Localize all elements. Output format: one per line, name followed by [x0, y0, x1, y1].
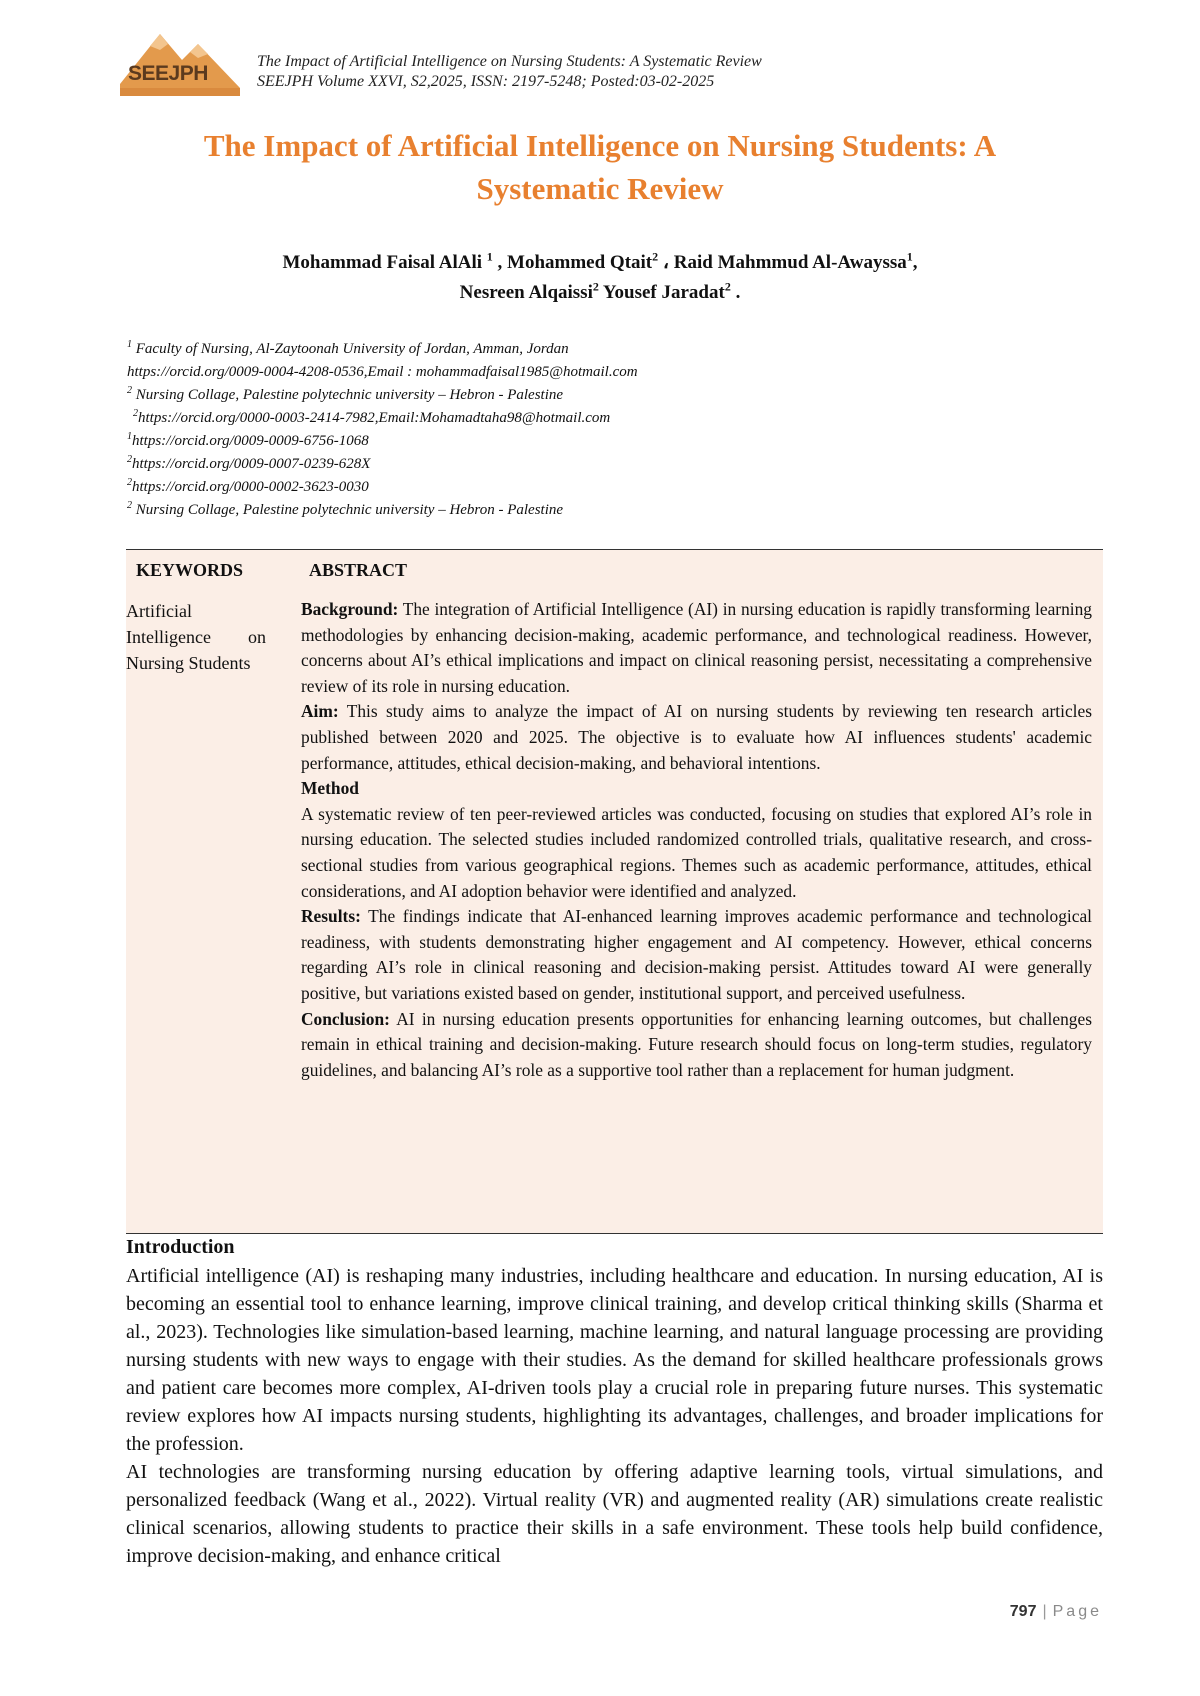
journal-logo	[120, 26, 240, 102]
abstract-body	[301, 597, 1092, 1083]
introduction-heading: Introduction	[126, 1236, 235, 1258]
affiliation-line	[127, 407, 638, 430]
section-label: Results:	[301, 906, 361, 927]
affiliation-line	[127, 430, 638, 453]
journal-running-title: The Impact of Artificial Intelligence on Nursing Students: A Systematic Review	[257, 53, 762, 70]
abstract-box	[126, 549, 1103, 1234]
affiliation-text: Nursing Collage, Palestine polytechnic university – Hebron - Palestine	[132, 387, 564, 403]
author-affiliation-mark: 1	[486, 249, 493, 264]
paper-title	[120, 124, 1080, 210]
affiliation-text: https://orcid.org/0009-0004-4208-0536,Email : mohammadfaisal1985@hotmail.com	[127, 364, 638, 380]
section-label: Background:	[301, 599, 399, 619]
keywords-heading: KEYWORDS	[136, 560, 244, 580]
abstract-method: A systematic review of ten peer-reviewed articles was conducted, focusing on studies that explored AI’s role in nursing education. The selected studies included randomized controlled trials, qualitative research, and cross-sectional studies from various geographical regions. Themes such as academic performance, attitudes, ethical considerations, and AI adoption behavior were identified and analyzed.	[301, 803, 1092, 901]
title-line-2: Systematic Review	[476, 171, 724, 206]
page-label: Page	[1052, 1603, 1102, 1620]
introduction-paragraph-1: Artificial intelligence (AI) is reshaping many industries, including healthcare and education. In nursing education, AI is becoming an essential tool to enhance learning, improve clinical training, and develop critical thinking skills (Sharma et al., 2023). Technologies like simulation-based learning, machine learning, and natural language processing are providing nursing students with new ways to engage with their studies. As the demand for skilled healthcare professionals grows and patient care becomes more complex, AI-driven tools play a crucial role in preparing future nurses. This systematic review explores how AI impacts nursing students, highlighting its advantages, challenges, and broader implications for the profession.	[126, 1265, 1103, 1455]
footer-separator: |	[1042, 1603, 1047, 1620]
affiliation-mark: 1	[127, 339, 132, 350]
author-name: Raid Mahmmud Al-Awayssa	[673, 252, 907, 273]
section-label: Conclusion:	[301, 1008, 390, 1029]
author-separator: .	[730, 282, 741, 303]
abstract-background	[301, 597, 1092, 699]
author-name: Yousef Jaradat	[598, 282, 725, 303]
section-text: The findings indicate that AI-enhanced learning improves academic performance and technological readiness, with students demonstrating higher engagement and AI competency. However, ethical concerns regarding AI’s role in clinical reasoning and decision-making persist. Attitudes toward AI were generally positive, but variations existed based on gender, institutional support, and perceived usefulness.	[301, 906, 1092, 1003]
journal-info	[257, 52, 762, 92]
affiliation-mark: 2	[127, 477, 132, 488]
author-affiliation-mark: 1	[906, 249, 913, 264]
affiliation-text: https://orcid.org/0000-0003-2414-7982,Email:Mohamadtaha98@hotmail.com	[138, 410, 611, 426]
affiliation-mark: 2	[127, 454, 132, 465]
abstract-aim	[301, 699, 1092, 776]
abstract-results	[301, 904, 1092, 1006]
affiliations	[127, 338, 638, 522]
affiliation-text: https://orcid.org/0009-0009-6756-1068	[132, 433, 369, 449]
affiliation-line	[127, 476, 638, 499]
abstract-conclusion	[301, 1007, 1092, 1084]
affiliation-line	[127, 384, 638, 407]
affiliation-mark: 2	[133, 408, 138, 419]
affiliation-line	[127, 499, 638, 522]
section-label: Aim:	[301, 701, 339, 722]
section-label: Method	[301, 778, 359, 799]
affiliation-mark: 1	[127, 431, 132, 442]
affiliation-line	[127, 338, 638, 361]
section-text: AI in nursing education presents opportunities for enhancing learning outcomes, but challenges remain in ethical training and decision-making. Future research should focus on long-term studies, regulatory guidelines, and balancing AI’s role as a supportive tool rather than a replacement for human judgment.	[301, 1008, 1092, 1080]
section-text: The integration of Artificial Intelligence (AI) in nursing education is rapidly transforming learning methodologies by enhancing decision-making, academic performance, and technological readiness. However, concerns about AI’s ethical implications and impact on clinical reasoning persist, necessitating a comprehensive review of its role in nursing education.	[301, 599, 1092, 696]
keywords-text: Artificial Intelligence on Nursing Students	[126, 601, 266, 673]
author-separator: ,	[912, 252, 918, 273]
author-list	[120, 248, 1080, 308]
affiliation-text: Faculty of Nursing, Al-Zaytoonah University of Jordan, Amman, Jordan	[132, 341, 569, 357]
page-footer	[1010, 1603, 1102, 1621]
affiliation-text: https://orcid.org/0000-0002-3623-0030	[132, 479, 369, 495]
title-line-1: The Impact of Artificial Intelligence on Nursing Students: A	[203, 128, 997, 163]
page-number: 797	[1009, 1603, 1037, 1620]
author-affiliation-mark: 2	[592, 279, 599, 294]
author-affiliation-mark: 2	[652, 249, 659, 264]
affiliation-line	[127, 361, 638, 384]
journal-volume-line: SEEJPH Volume XXVI, S2,2025, ISSN: 2197-5248; Posted:03-02-2025	[257, 73, 715, 90]
affiliation-mark: 2	[127, 385, 132, 396]
introduction-body	[126, 1262, 1103, 1570]
logo-text: SEEJPH	[128, 62, 208, 85]
section-text: This study aims to analyze the impact of AI on nursing students by reviewing ten research articles published between 2020 and 2025. The objective is to evaluate how AI influences students' academic performance, attitudes, ethical decision-making, and behavioral intentions.	[301, 701, 1092, 773]
abstract-heading: ABSTRACT	[309, 560, 408, 580]
affiliation-text: Nursing Collage, Palestine polytechnic university – Hebron - Palestine	[132, 502, 564, 518]
abstract-method-label	[301, 776, 1092, 802]
affiliation-mark: 2	[127, 500, 132, 511]
affiliation-text: https://orcid.org/0009-0007-0239-628X	[132, 456, 371, 472]
author-separator: ,	[492, 252, 508, 273]
author-name: Nesreen Alqaissi	[459, 282, 593, 303]
author-name: Mohammed Qtait	[507, 252, 653, 273]
author-line-2	[120, 278, 1080, 308]
page-header	[120, 26, 1080, 106]
author-line-1	[120, 248, 1080, 278]
author-separator: ،	[658, 252, 674, 273]
affiliation-line	[127, 453, 638, 476]
author-affiliation-mark: 2	[724, 279, 731, 294]
author-name: Mohammad Faisal AlAli	[282, 252, 483, 273]
introduction-paragraph-2: AI technologies are transforming nursing education by offering adaptive learning tools, virtual simulations, and personalized feedback (Wang et al., 2022). Virtual reality (VR) and augmented reality (AR) simulations create realistic clinical scenarios, allowing students to practice their skills in a safe environment. These tools help build confidence, improve decision-making, and enhance critical	[126, 1461, 1103, 1567]
